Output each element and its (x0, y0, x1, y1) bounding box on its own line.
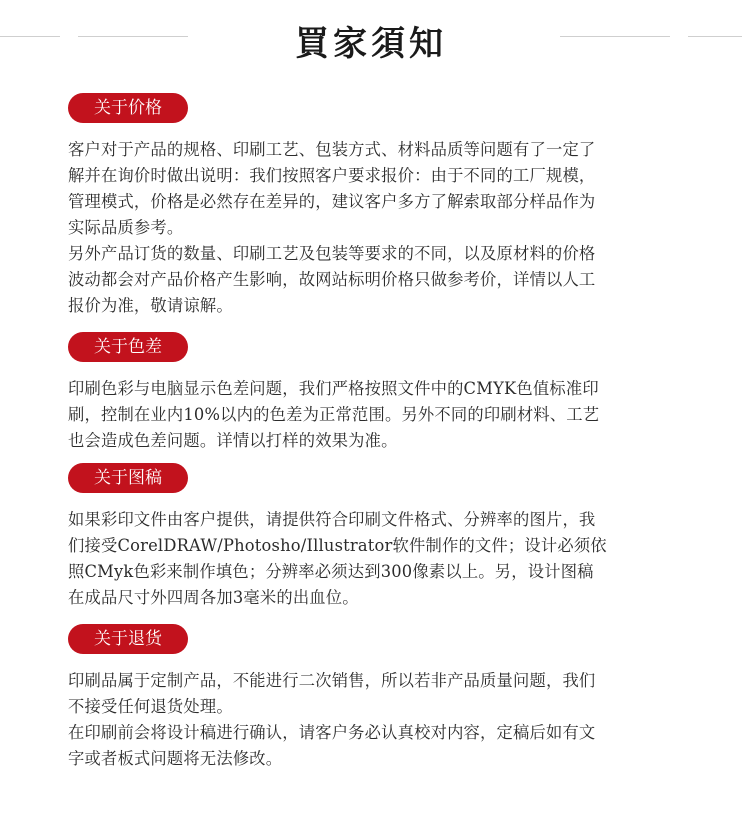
page-title: 買家須知 (295, 24, 447, 64)
title-divider-right-1 (560, 36, 670, 37)
returns-line-1: 印刷品属于定制产品，不能进行二次销售，所以若非产品质量问题，我们 (68, 671, 596, 690)
artwork-line-1: 如果彩印文件由客户提供，请提供符合印刷文件格式、分辨率的图片，我 (68, 510, 596, 529)
section-returns (68, 624, 678, 772)
title-divider-right-2 (688, 36, 742, 37)
section-body-price (68, 137, 678, 319)
price-line-5: 另外产品订货的数量、印刷工艺及包装等要求的不同，以及原材料的价格 (68, 244, 596, 263)
section-artwork (68, 463, 678, 611)
section-badge-price: 关于价格 (68, 93, 188, 123)
artwork-line-2: 们接受CorelDRAW/Photosho/Illustrator软件制作的文件；设计必须依 (68, 536, 607, 555)
color-line-2: 刷，控制在业内10%以内的色差为正常范围。另外不同的印刷材料、工艺 (68, 405, 600, 424)
section-body-returns (68, 668, 678, 772)
returns-line-2: 不接受任何退货处理。 (68, 697, 233, 716)
section-badge-returns: 关于退货 (68, 624, 188, 654)
section-badge-color: 关于色差 (68, 332, 188, 362)
price-line-4: 实际品质参考。 (68, 218, 184, 237)
price-line-6: 波动都会对产品价格产生影响，故网站标明价格只做参考价，详情以人工 (68, 270, 596, 289)
price-line-7: 报价为准，敬请谅解。 (68, 296, 233, 315)
section-price (68, 93, 678, 319)
section-body-color (68, 376, 678, 454)
title-row (0, 14, 742, 64)
price-line-3: 管理模式，价格是必然存在差异的，建议客户多方了解索取部分样品作为 (68, 192, 596, 211)
section-badge-artwork: 关于图稿 (68, 463, 188, 493)
section-color (68, 332, 678, 454)
section-body-artwork (68, 507, 678, 611)
artwork-line-4: 在成品尺寸外四周各加3毫米的出血位。 (68, 588, 359, 607)
returns-line-3: 在印刷前会将设计稿进行确认，请客户务必认真校对内容，定稿后如有文 (68, 723, 596, 742)
color-line-3: 也会造成色差问题。详情以打样的效果为准。 (68, 431, 398, 450)
artwork-line-3: 照CMyk色彩来制作填色；分辨率必须达到300像素以上。另，设计图稿 (68, 562, 594, 581)
price-line-2: 解并在询价时做出说明：我们按照客户要求报价：由于不同的工厂规模， (68, 166, 596, 185)
returns-line-4: 字或者板式问题将无法修改。 (68, 749, 283, 768)
price-line-1: 客户对于产品的规格、印刷工艺、包装方式、材料品质等问题有了一定了 (68, 140, 596, 159)
color-line-1: 印刷色彩与电脑显示色差问题，我们严格按照文件中的CMYK色值标准印 (68, 379, 599, 398)
